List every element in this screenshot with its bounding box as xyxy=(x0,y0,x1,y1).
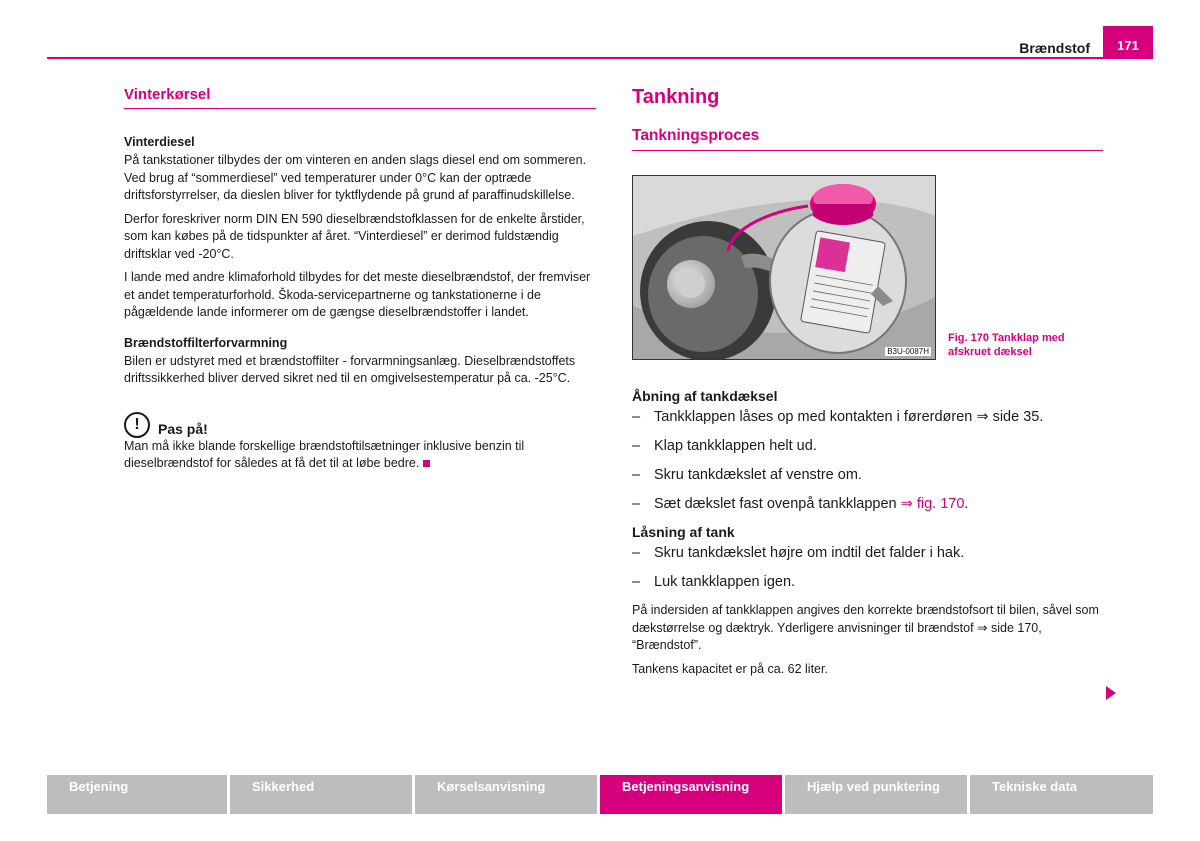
step-text: Tankklappen låses op med kontakten i førerdøren ⇒ side 35. xyxy=(654,409,1044,425)
step-text-end: . xyxy=(964,496,969,512)
tab-tekniske-data[interactable]: Tekniske data xyxy=(970,775,1153,814)
section-end-icon xyxy=(423,460,430,467)
footer-tabs xyxy=(47,775,1153,814)
page-number: 171 xyxy=(1103,26,1153,59)
figure-link[interactable]: ⇒ fig. 170 xyxy=(900,496,965,512)
heading-aabning: Åbning af tankdæksel xyxy=(632,388,778,404)
subheading-vinterdiesel: Vinterdiesel xyxy=(124,135,195,149)
left-column xyxy=(124,86,596,479)
subheading-filterforvarmning: Brændstoffilterforvarmning xyxy=(124,335,288,350)
paragraph: På tankstationer tilbydes der om vinteren en anden slags diesel end om sommeren. Ved brug af “sommerdiesel” ved temperaturer under 0°C kan der optræde driftsforstyrrelser, da dieslen bliver for tyktflydende på grund af paraffinudskillelse. xyxy=(124,153,587,202)
caution-icon: ! xyxy=(124,412,150,438)
tab-korselsanvisning[interactable]: Kørselsanvisning xyxy=(415,775,597,814)
figure-caption: Fig. 170 Tankklap med afskruet dæksel xyxy=(948,332,1065,358)
tab-hjaelp-ved-punktering[interactable]: Hjælp ved punktering xyxy=(785,775,967,814)
paragraph: Tankens kapacitet er på ca. 62 liter. xyxy=(632,661,828,676)
list-dash: – xyxy=(632,438,641,454)
figure-fuel-flap xyxy=(632,175,936,360)
paragraph: Bilen er udstyret med et brændstoffilter - forvarmningsanlæg. Dieselbrændstoffets driftssikkerhed bliver derved sikret ned til en omgivelsestemperatur på ca. -25°C. xyxy=(124,353,576,385)
list-item xyxy=(632,495,1103,514)
subheading-tankningsproces: Tankningsproces xyxy=(632,127,760,144)
heading-rule xyxy=(632,150,1103,151)
heading-rule xyxy=(124,108,596,109)
list-item xyxy=(632,544,1103,563)
paragraph: Derfor foreskriver norm DIN EN 590 dieselbrændstofklassen for de enkelte årstider, som kan købes på de tidspunkter af året. “Vinterdiesel” er derimod fuldstændig driftsklar ved -20°C. xyxy=(124,211,585,261)
step-text: Skru tankdækslet højre om indtil det falder i hak. xyxy=(654,545,965,561)
tab-sikkerhed[interactable]: Sikkerhed xyxy=(230,775,412,814)
list-item xyxy=(632,408,1103,427)
right-column-headings xyxy=(632,86,1103,151)
step-text: Skru tankdækslet af venstre om. xyxy=(654,467,862,483)
list-dash: – xyxy=(632,574,641,590)
step-text: Luk tankklappen igen. xyxy=(654,574,796,590)
caution-text xyxy=(124,438,596,473)
tab-betjening[interactable]: Betjening xyxy=(47,775,227,814)
list-dash: – xyxy=(632,545,641,561)
caution-title: Pas på! xyxy=(158,420,208,437)
heading-laasning: Låsning af tank xyxy=(632,524,735,540)
list-dash: – xyxy=(632,496,641,512)
header-rule xyxy=(47,57,1153,59)
list-item xyxy=(632,437,1103,456)
caution-text-body: Man må ikke blande forskellige brændstoftilsætninger inklusive benzin til dieselbrændstof for således at få det til at løbe bedre. xyxy=(124,438,525,470)
list-dash: – xyxy=(632,467,641,483)
step-text: Klap tankklappen helt ud. xyxy=(654,438,817,454)
step-text xyxy=(654,495,968,514)
step-text-main: Sæt dækslet fast ovenpå tankklappen xyxy=(654,496,901,512)
fuel-flap-illustration xyxy=(633,176,936,360)
paragraph: På indersiden af tankklappen angives den korrekte brændstofsort til bilen, såvel som dækstørrelse og dæktryk. Yderligere anvisninger til brændstof ⇒ side 170, “Brændstof”. xyxy=(632,603,1099,652)
figure-code: B3U-0087H xyxy=(887,347,929,356)
list-dash: – xyxy=(632,409,641,425)
section-title: Brændstof xyxy=(1019,40,1090,56)
procedure xyxy=(632,388,1103,678)
list-item xyxy=(632,573,1103,592)
paragraph: I lande med andre klimaforhold tilbydes for det meste dieselbrændstof, der fremviser et andet temperaturforhold. Škoda-servicepartnerne og tankstationerne i de pågældende lande informerer om de gængse dieselbrændstoffer i landet. xyxy=(124,270,591,319)
next-page-arrow-icon[interactable] xyxy=(1106,686,1116,700)
caution-note-header xyxy=(124,412,596,438)
heading-vinterkorsel: Vinterkørsel xyxy=(124,86,211,103)
list-item xyxy=(632,466,1103,485)
page-title: Tankning xyxy=(632,86,720,108)
tab-betjeningsanvisning[interactable]: Betjeningsanvisning xyxy=(600,775,782,814)
